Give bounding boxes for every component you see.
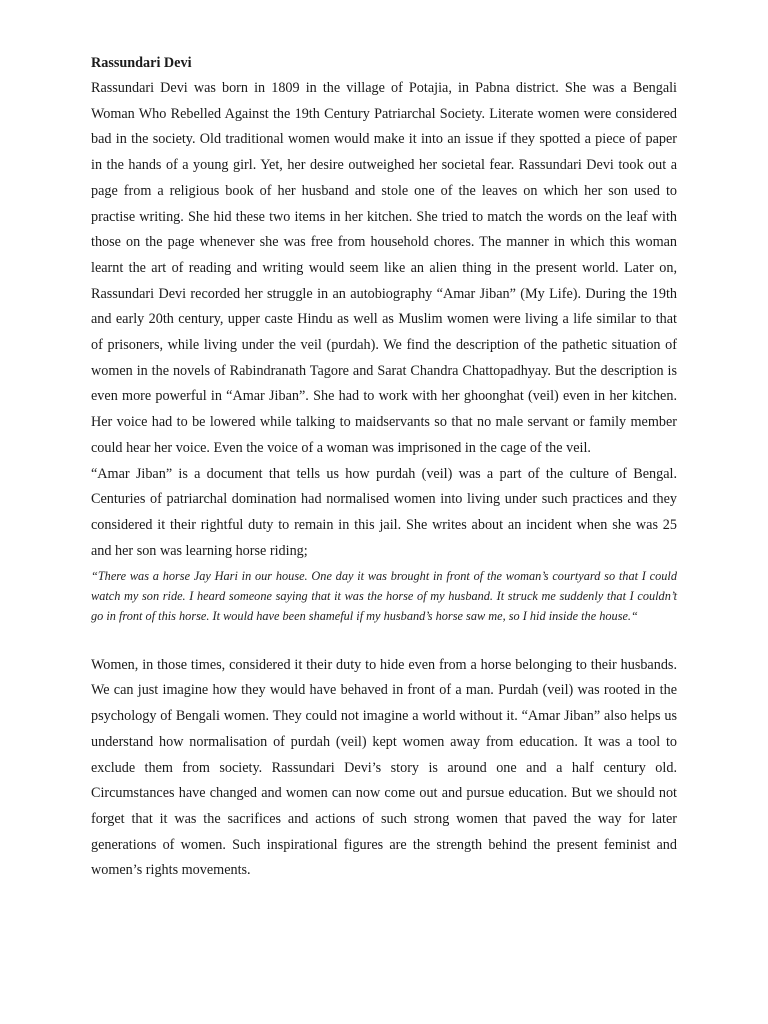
- document-page: [91, 50, 677, 884]
- paragraph-3: Women, in those times, considered it their duty to hide even from a horse belonging to their husbands. We can just imagine how they would have behaved in front of a man. Purdah (veil) was rooted in the psychology of Bengali women. They could not imagine a world without it. “Amar Jiban” also helps us understand how normalisation of purdah (veil) kept women away from education. It was a tool to exclude them from society. Rassundari Devi’s story is around one and a half century old. Circumstances have changed and women can now come out and pursue education. But we should not forget that it was the sacrifices and actions of such strong women that paved the way for later generations of women. Such inspirational figures are the strength behind the present feminist and women’s rights movements.: [91, 656, 677, 879]
- block-quote: “There was a horse Jay Hari in our house. One day it was brought in front of the woman’s courtyard so that I could watch my son ride. I heard someone saying that it was the horse of my husband. It struck me suddenly that I couldn’t go in front of this horse. It would have been shameful if my husband’s horse saw me, so I hid inside the house.“: [91, 569, 677, 623]
- paragraph-spacer: [91, 627, 677, 653]
- paragraph-2: “Amar Jiban” is a document that tells us how purdah (veil) was a part of the culture of Bengal. Centuries of patriarchal domination had normalised women into living under such practices and they considered it their rightful duty to remain in this jail. She writes about an incident when she was 25 and her son was learning horse riding;: [91, 465, 677, 559]
- paragraph-1: Rassundari Devi was born in 1809 in the village of Potajia, in Pabna district. She was a Bengali Woman Who Rebelled Against the 19th Century Patriarchal Society. Literate women were considered bad in the society. Old traditional women would make it into an issue if they spotted a piece of paper in the hands of a young girl. Yet, her desire outweighed her societal fear. Rassundari Devi took out a page from a religious book of her husband and stole one of the leaves on which her son used to practise writing. She hid these two items in her kitchen. She tried to match the words on the leaf with those on the page whenever she was free from household chores. The manner in which this woman learnt the art of reading and writing would seem like an alien thing in the present world. Later on, Rassundari Devi recorded her struggle in an autobiography “Amar Jiban” (My Life). During the 19th and early 20th century, upper caste Hindu as well as Muslim women were living a life similar to that of prisoners, while living under the veil (purdah). We find the description of the pathetic situation of women in the novels of Rabindranath Tagore and Sarat Chandra Chattopadhyay. But the description is even more powerful in “Amar Jiban”. She had to work with her ghoonghat (veil) even in her kitchen. Her voice had to be lowered while talking to maidservants so that no male servant or family member could hear her voice. Even the voice of a woman was imprisoned in the cage of the veil.: [91, 80, 677, 456]
- document-title: Rassundari Devi: [91, 55, 192, 71]
